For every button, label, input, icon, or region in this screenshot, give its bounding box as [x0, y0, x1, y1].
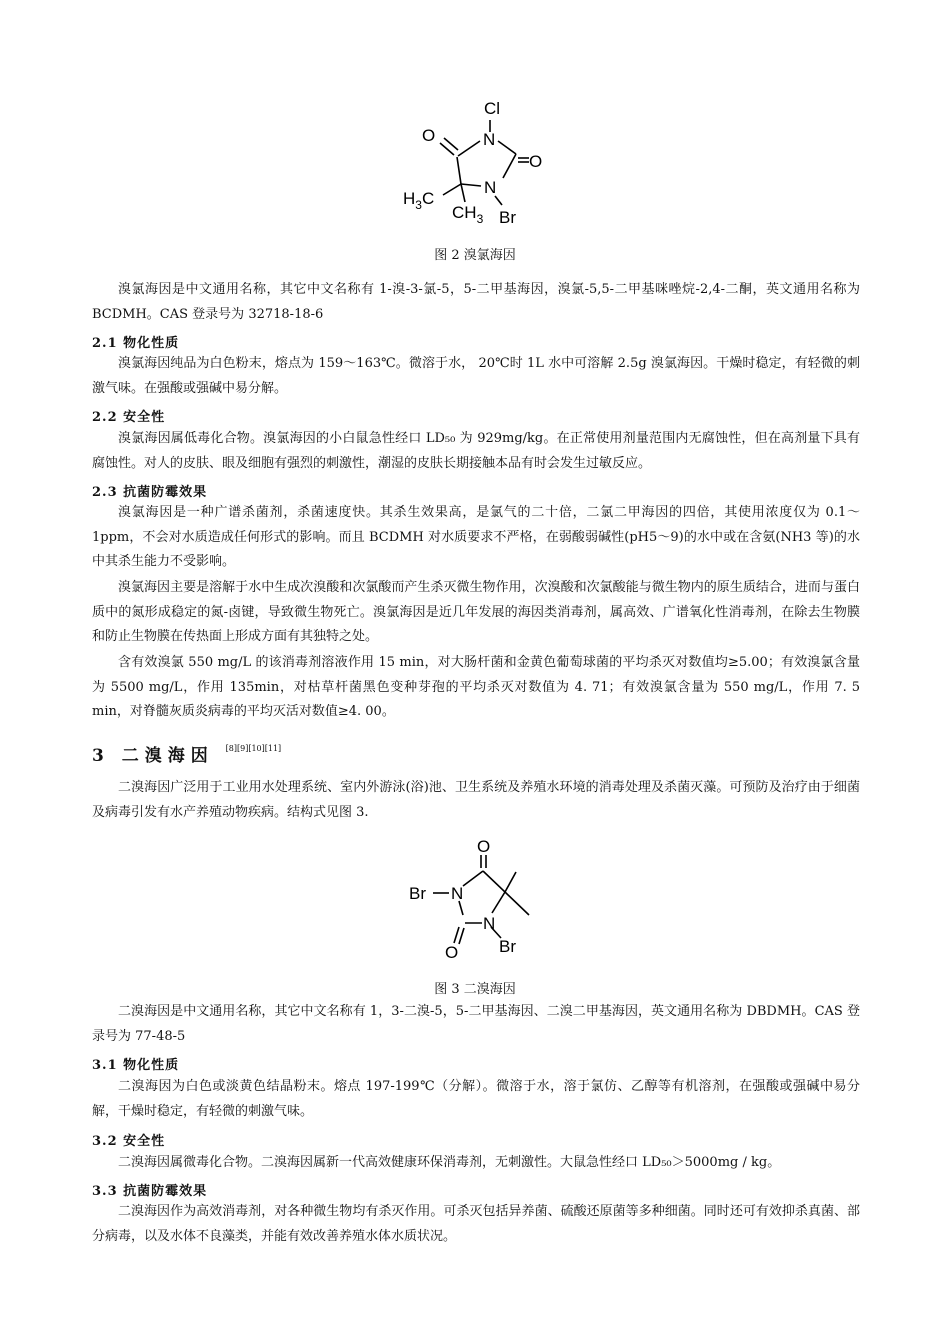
- section-2-3-paragraph-1: 溴氯海因是一种广谱杀菌剂，杀菌速度快。其杀生效果高，是氯气的二十倍，二氯二甲海因的四倍，其使用浓度仅为 0.1～1ppm，不会对水质造成任何形式的影响。而且 BCDMH 对水质要求不严格，在弱酸弱碱性(pH5～9)的水中或在含氨(NH3 等)的水中其杀生能力不受影响。: [92, 505, 860, 569]
- chlorine-atom: Cl: [484, 99, 501, 118]
- oxygen-atom-bottom: O: [445, 943, 459, 962]
- section-2-3-paragraph-3: 含有效溴氯 550 mg/L 的该消毒剂溶液作用 15 min，对大肠杆菌和金黄色葡萄球菌的平均杀灭对数值均≥5.00；有效溴氯含量为 5500 mg/L，作用 135min，对枯草杆菌黑色变种芽孢的平均杀灭对数值为 4. 71；有效溴氯含量为 550 mg/L，作用 7. 5 min，对脊髓灰质炎病毒的平均灭活对数值≥4. 00。: [92, 655, 860, 719]
- section-3-refs: [8][9][10][11]: [225, 744, 282, 753]
- bcdmh-structure-svg: [395, 92, 555, 232]
- dbdmh-structure-svg: [395, 835, 555, 970]
- section-3-paragraph: 二溴海因广泛用于工业用水处理系统、室内外游泳(浴)池、卫生系统及养殖水环境的消毒处理及杀菌灭藻。可预防及治疗由于细菌及病毒引发有水产养殖动物疾病。结构式见图 3.: [92, 780, 860, 820]
- section-3-1-paragraph: 二溴海因为白色或淡黄色结晶粉末。熔点 197-199℃（分解）。微溶于水，溶于氯仿、乙醇等有机溶剂，在强酸或强碱中易分解，干燥时稳定，有轻微的刺激气味。: [92, 1079, 860, 1119]
- nitrogen-atom-right: N: [483, 914, 496, 933]
- nitrogen-atom-3: N: [483, 130, 496, 149]
- bromine-atom-left: Br: [409, 884, 426, 903]
- oxygen-atom-4: O: [422, 126, 436, 145]
- section-3-3-heading: 3.3 抗菌防霉效果: [92, 1184, 208, 1199]
- section-3-2-paragraph: 二溴海因属微毒化合物。二溴海因属新一代高效健康环保消毒剂，无刺激性。大鼠急性经口 LD₅₀＞5000mg / kg。: [118, 1155, 781, 1170]
- section-3-1-heading: 3.1 物化性质: [92, 1058, 180, 1073]
- section-3-3-paragraph: 二溴海因作为高效消毒剂，对各种微生物均有杀灭作用。可杀灭包括异养菌、硫酸还原菌等多种细菌。同时还可有效抑杀真菌、部分病毒，以及水体不良藻类，并能有效改善养殖水体水质状况。: [92, 1204, 860, 1244]
- figure-3-structure: [395, 835, 555, 970]
- bcdmh-intro-paragraph: 溴氯海因是中文通用名称，其它中文名称有 1-溴-3-氯-5，5-二甲基海因，溴氯-5,5-二甲基咪唑烷-2,4-二酮，英文通用名称为 BCDMH。CAS 登录号为 32718-18-6: [92, 282, 860, 322]
- section-3-title: 3 二溴海因: [92, 746, 214, 766]
- methyl-group-h3c: $H_3C$: [403, 189, 435, 212]
- section-3-heading: [92, 741, 281, 766]
- dbdmh-intro-paragraph: 二溴海因是中文通用名称，其它中文名称有 1，3-二溴-5，5-二甲基海因、二溴二甲基海因，英文通用名称为 DBDMH。CAS 登录号为 77-48-5: [92, 1004, 860, 1044]
- nitrogen-atom-left: N: [451, 884, 464, 903]
- methyl-group-ch3: $CH_3$: [452, 203, 484, 226]
- figure-3-caption: 图 3 二溴海因: [434, 982, 516, 997]
- figure-2-structure: [395, 92, 555, 232]
- oxygen-atom-top: O: [477, 837, 491, 856]
- section-3-2-heading: 3.2 安全性: [92, 1134, 166, 1149]
- section-2-2-heading: 2.2 安全性: [92, 410, 166, 425]
- section-2-2-paragraph: 溴氯海因属低毒化合物。溴氯海因的小白鼠急性经口 LD₅₀ 为 929mg/kg。在正常使用剂量范围内无腐蚀性，但在高剂量下具有腐蚀性。对人的皮肤、眼及细胞有强烈的刺激性，潮湿的皮肤长期接触本品有时会发生过敏反应。: [92, 431, 860, 471]
- section-2-3-paragraph-2: 溴氯海因主要是溶解于水中生成次溴酸和次氯酸而产生杀灭微生物作用，次溴酸和次氯酸能与微生物内的原生质结合，进而与蛋白质中的氮形成稳定的氮-卤键，导致微生物死亡。溴氯海因是近几年发展的海因类消毒剂，属高效、广谱氧化性消毒剂，在除去生物膜和防止生物膜在传热面上形成方面有其独特之处。: [92, 580, 860, 644]
- figure-2-caption: 图 2 溴氯海因: [434, 248, 516, 263]
- section-2-3-heading: 2.3 抗菌防霉效果: [92, 485, 208, 500]
- bromine-atom: Br: [499, 208, 516, 227]
- oxygen-atom-2: O: [529, 152, 543, 171]
- section-2-1-heading: 2.1 物化性质: [92, 336, 180, 351]
- nitrogen-atom-1: N: [484, 178, 497, 197]
- bromine-atom-right: Br: [499, 937, 516, 956]
- section-2-1-paragraph: 溴氯海因纯品为白色粉末，熔点为 159～163℃。微溶于水， 20℃时 1L 水中可溶解 2.5g 溴氯海因。干燥时稳定，有轻微的刺激气味。在强酸或强碱中易分解。: [92, 356, 860, 396]
